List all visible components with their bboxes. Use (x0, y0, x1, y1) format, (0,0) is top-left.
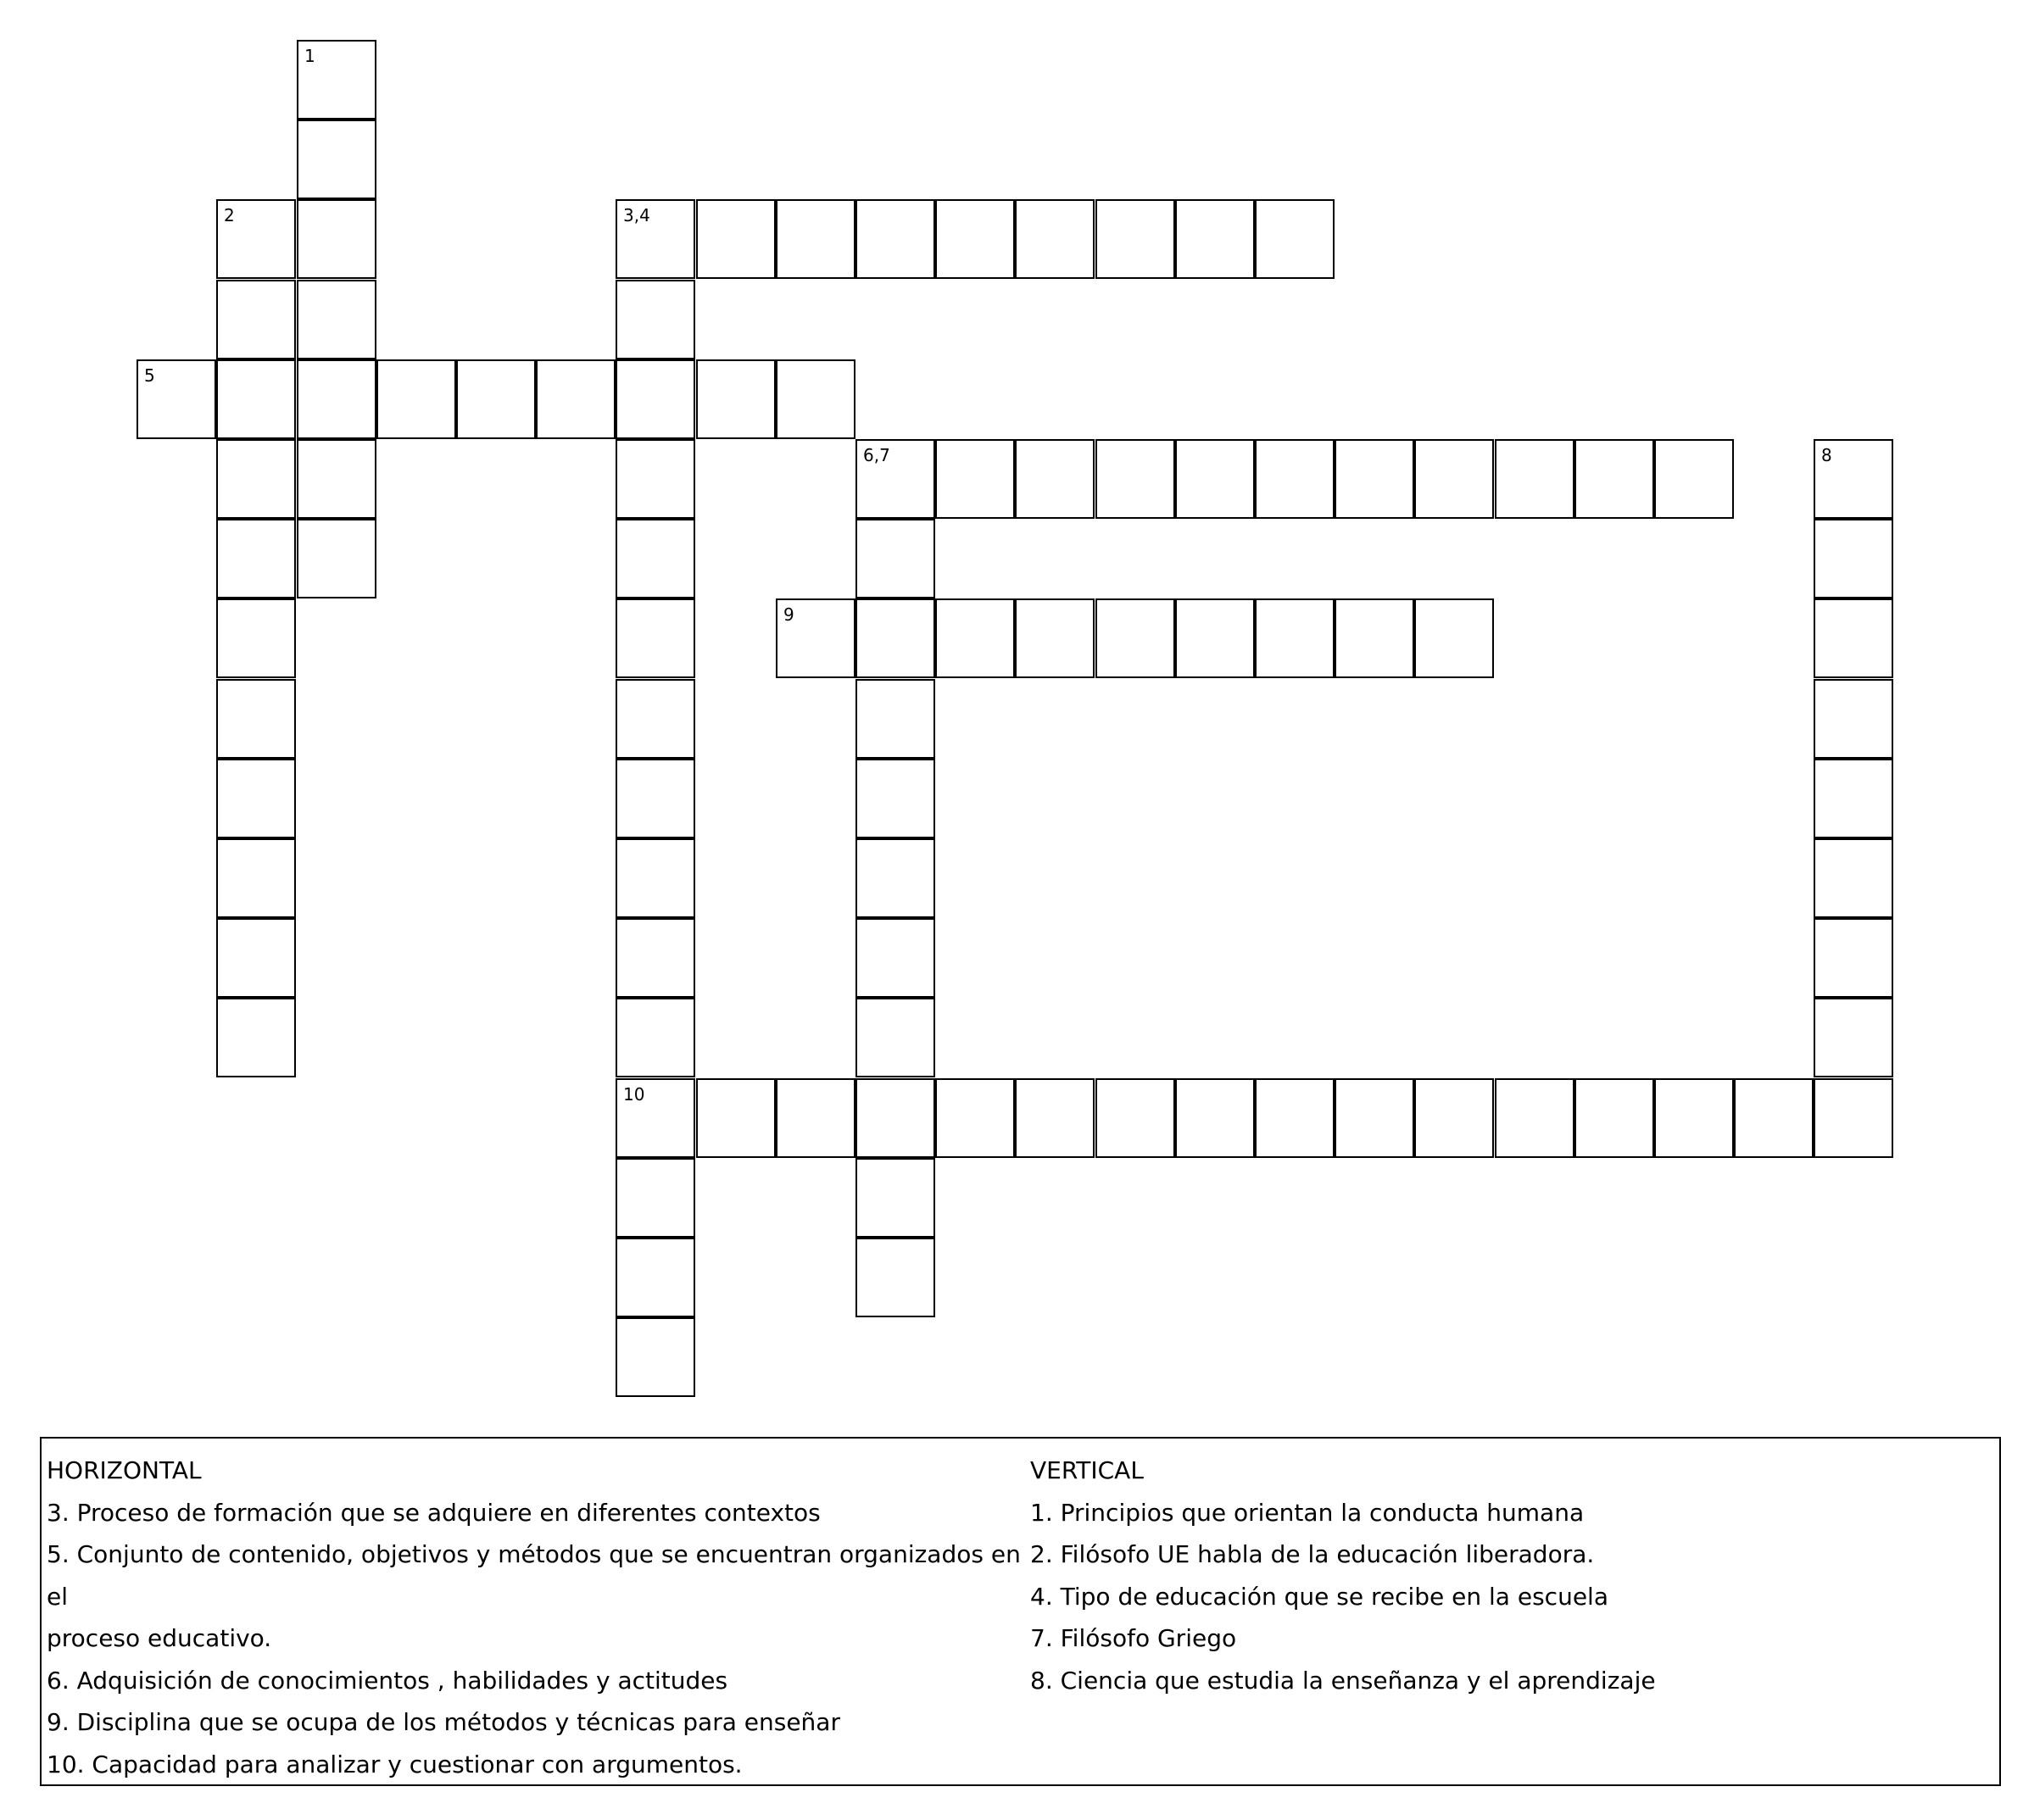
crossword-cell[interactable] (1495, 1078, 1574, 1158)
crossword-cell[interactable] (1335, 1078, 1414, 1158)
crossword-cell[interactable] (297, 359, 376, 439)
crossword-cell[interactable] (616, 439, 695, 519)
crossword-cell-start-6-7[interactable] (855, 439, 935, 519)
crossword-cell[interactable] (297, 519, 376, 598)
clue-number: 1 (304, 46, 315, 66)
crossword-cell[interactable] (855, 598, 935, 678)
crossword-cell[interactable] (935, 439, 1015, 519)
horizontal-clues (47, 1450, 1022, 1785)
crossword-cell[interactable] (1255, 439, 1335, 519)
crossword-cell[interactable] (216, 998, 296, 1077)
crossword-cell[interactable] (1095, 1078, 1175, 1158)
crossword-cell[interactable] (1814, 598, 1893, 678)
crossword-cell[interactable] (696, 359, 776, 439)
horizontal-title: HORIZONTAL (47, 1456, 202, 1484)
crossword-cell[interactable] (1414, 1078, 1494, 1158)
crossword-cell[interactable] (1175, 1078, 1255, 1158)
clue-horizontal-9: 9. Disciplina que se ocupa de los métodos y técnicas para enseñar (47, 1708, 840, 1736)
clue-number: 3,4 (623, 205, 650, 225)
clue-vertical-1: 1. Principios que orientan la conducta humana (1030, 1498, 1585, 1527)
crossword-cell[interactable] (1175, 598, 1255, 678)
crossword-cell-start-10[interactable] (616, 1078, 695, 1158)
crossword-cell[interactable] (216, 359, 296, 439)
crossword-cell[interactable] (1095, 598, 1175, 678)
crossword-cell[interactable] (1814, 1078, 1893, 1158)
crossword-cell[interactable] (1814, 918, 1893, 998)
crossword-cell[interactable] (696, 199, 776, 279)
crossword-cell-start-8[interactable] (1814, 439, 1893, 519)
crossword-cell[interactable] (935, 1078, 1015, 1158)
crossword-cell[interactable] (696, 1078, 776, 1158)
clue-vertical-7: 7. Filósofo Griego (1030, 1624, 1237, 1652)
crossword-cell[interactable] (616, 838, 695, 918)
crossword-cell[interactable] (1015, 439, 1095, 519)
crossword-cell[interactable] (1654, 439, 1734, 519)
crossword-cell[interactable] (1814, 759, 1893, 838)
crossword-cell-start-2[interactable] (216, 199, 296, 279)
crossword-cell[interactable] (1335, 439, 1414, 519)
clue-number: 5 (144, 365, 155, 386)
clue-horizontal-10: 10. Capacidad para analizar y cuestionar con argumentos. (47, 1750, 743, 1778)
crossword-cell[interactable] (1175, 439, 1255, 519)
crossword-cell[interactable] (1414, 439, 1494, 519)
crossword-cell[interactable] (297, 199, 376, 279)
crossword-cell[interactable] (1335, 598, 1414, 678)
crossword-cell[interactable] (216, 439, 296, 519)
crossword-cell[interactable] (1255, 199, 1335, 279)
crossword-cell[interactable] (616, 759, 695, 838)
clue-vertical-4: 4. Tipo de educación que se recibe en la escuela (1030, 1582, 1608, 1611)
crossword-cell-start-3-4[interactable] (616, 199, 695, 279)
crossword-cell[interactable] (376, 359, 456, 439)
crossword-cell[interactable] (616, 679, 695, 759)
crossword-cell-start-5[interactable] (137, 359, 216, 439)
crossword-cell[interactable] (855, 519, 935, 598)
crossword-cell[interactable] (216, 918, 296, 998)
clue-number: 8 (1821, 445, 1832, 465)
clue-number: 10 (623, 1084, 645, 1105)
crossword-cell[interactable] (616, 598, 695, 678)
crossword-cell[interactable] (855, 199, 935, 279)
clue-horizontal-5-cont: proceso educativo. (47, 1624, 272, 1652)
vertical-clues (1030, 1450, 1988, 1701)
crossword-cell[interactable] (297, 120, 376, 199)
crossword-cell-start-1[interactable] (297, 40, 376, 120)
crossword-cell[interactable] (1015, 199, 1095, 279)
crossword-cell[interactable] (855, 998, 935, 1077)
crossword-cell[interactable] (855, 759, 935, 838)
crossword-cell[interactable] (776, 199, 855, 279)
crossword-cell[interactable] (616, 1158, 695, 1238)
crossword-cell[interactable] (1095, 439, 1175, 519)
crossword-cell[interactable] (1414, 598, 1494, 678)
crossword-cell[interactable] (536, 359, 616, 439)
crossword-cell[interactable] (616, 280, 695, 359)
crossword-cell[interactable] (1734, 1078, 1814, 1158)
crossword-cell[interactable] (1814, 838, 1893, 918)
crossword-cell[interactable] (855, 679, 935, 759)
crossword-cell[interactable] (616, 1317, 695, 1397)
crossword-cell[interactable] (616, 519, 695, 598)
crossword-cell[interactable] (216, 280, 296, 359)
crossword-cell[interactable] (776, 1078, 855, 1158)
crossword-cell[interactable] (1255, 1078, 1335, 1158)
crossword-cell[interactable] (1814, 519, 1893, 598)
clue-vertical-2: 2. Filósofo UE habla de la educación liberadora. (1030, 1540, 1595, 1568)
crossword-cell[interactable] (456, 359, 536, 439)
clue-number: 9 (783, 604, 794, 625)
crossword-cell[interactable] (1574, 1078, 1654, 1158)
crossword-cell[interactable] (935, 598, 1015, 678)
crossword-cell[interactable] (216, 759, 296, 838)
clue-horizontal-6: 6. Adquisición de conocimientos , habilidades y actitudes (47, 1666, 728, 1695)
crossword-cell[interactable] (616, 998, 695, 1077)
clue-horizontal-3: 3. Proceso de formación que se adquiere en diferentes contextos (47, 1498, 821, 1527)
crossword-cell-start-9[interactable] (776, 598, 855, 678)
crossword-cell[interactable] (1175, 199, 1255, 279)
crossword-cell[interactable] (297, 280, 376, 359)
clue-vertical-8: 8. Ciencia que estudia la enseñanza y el aprendizaje (1030, 1666, 1656, 1695)
crossword-cell[interactable] (776, 359, 855, 439)
clue-number: 6,7 (863, 445, 890, 465)
crossword-cell[interactable] (1814, 679, 1893, 759)
clue-horizontal-5: 5. Conjunto de contenido, objetivos y métodos que se encuentran organizados en el (47, 1540, 1021, 1611)
crossword-cell[interactable] (216, 838, 296, 918)
crossword-cell[interactable] (855, 1238, 935, 1317)
crossword-cell[interactable] (1495, 439, 1574, 519)
crossword-cell[interactable] (216, 679, 296, 759)
crossword-cell[interactable] (855, 838, 935, 918)
crossword-cell[interactable] (855, 918, 935, 998)
crossword-cell[interactable] (216, 519, 296, 598)
crossword-cell[interactable] (1095, 199, 1175, 279)
crossword-cell[interactable] (855, 1158, 935, 1238)
crossword-cell[interactable] (1814, 998, 1893, 1077)
vertical-title: VERTICAL (1030, 1456, 1144, 1484)
crossword-cell[interactable] (216, 598, 296, 678)
clues-box (40, 1437, 2001, 1786)
crossword-cell[interactable] (616, 359, 695, 439)
crossword-cell[interactable] (616, 1238, 695, 1317)
crossword-cell[interactable] (1255, 598, 1335, 678)
crossword-cell[interactable] (1015, 1078, 1095, 1158)
crossword-cell[interactable] (1654, 1078, 1734, 1158)
crossword-cell[interactable] (616, 918, 695, 998)
clue-number: 2 (224, 205, 235, 225)
crossword-cell[interactable] (935, 199, 1015, 279)
crossword-cell[interactable] (297, 439, 376, 519)
crossword-cell[interactable] (1574, 439, 1654, 519)
crossword-cell[interactable] (1015, 598, 1095, 678)
crossword-cell[interactable] (855, 1078, 935, 1158)
